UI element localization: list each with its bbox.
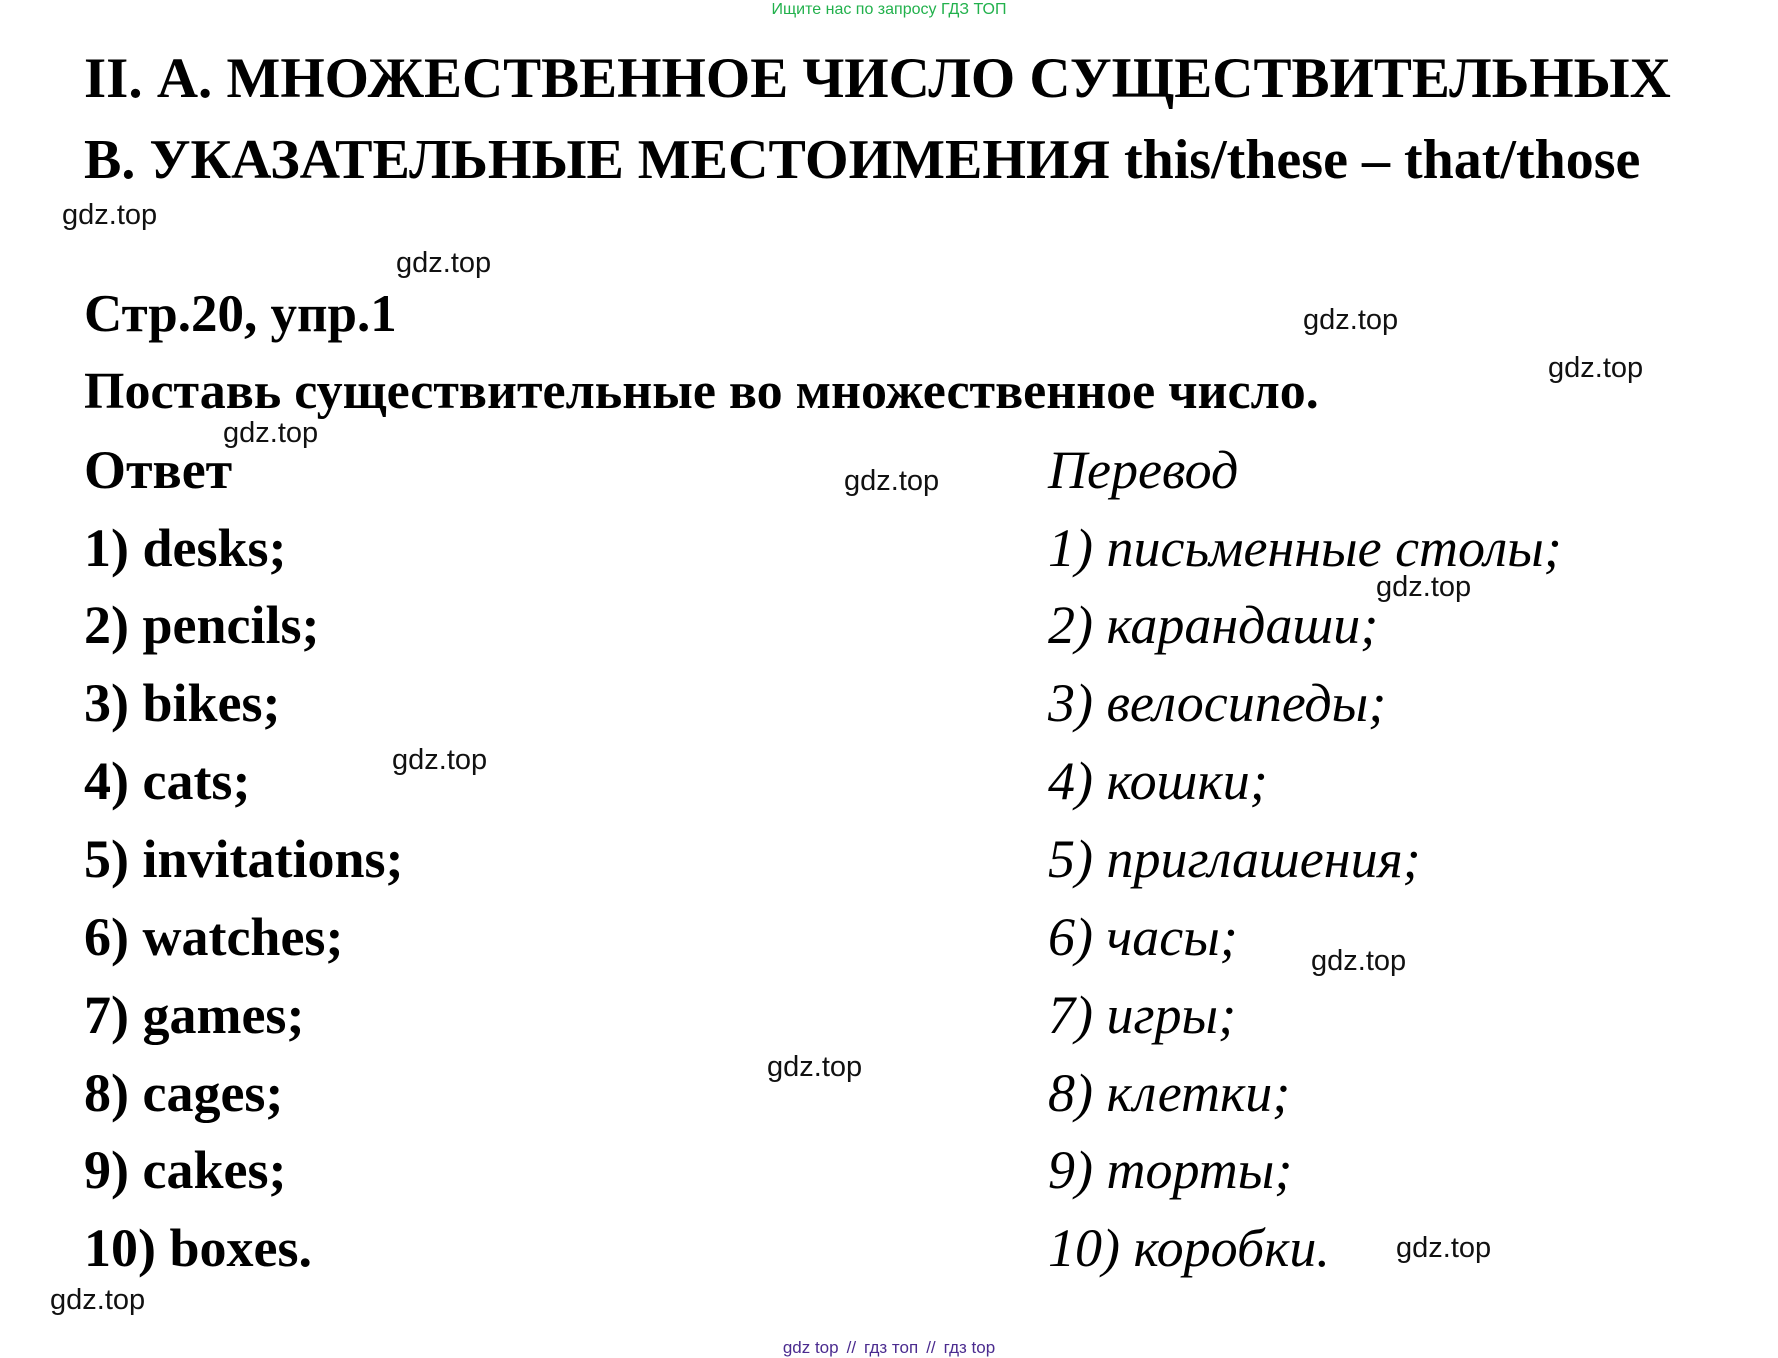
footer-link-1[interactable]: gdz top bbox=[782, 1338, 839, 1357]
heading-line-2: В. УКАЗАТЕЛЬНЫЕ МЕСТОИМЕНИЯ this/these – that/those bbox=[84, 129, 1641, 191]
answer-item-8: 8) cages; bbox=[84, 1063, 284, 1123]
watermark: gdz.top bbox=[767, 1051, 863, 1083]
answer-item-9: 9) cakes; bbox=[84, 1140, 287, 1200]
watermark: gdz.top bbox=[223, 417, 319, 449]
answer-item-1: 1) desks; bbox=[84, 518, 287, 578]
watermark: gdz.top bbox=[844, 465, 940, 497]
answer-item-5: 5) invitations; bbox=[84, 829, 404, 889]
watermark: gdz.top bbox=[50, 1284, 146, 1316]
translation-label: Перевод bbox=[1048, 440, 1239, 500]
translation-item-7: 7) игры; bbox=[1048, 985, 1237, 1045]
watermark: gdz.top bbox=[62, 199, 158, 231]
translation-item-1: 1) письменные столы; bbox=[1048, 518, 1562, 578]
answer-item-4: 4) cats; bbox=[84, 751, 251, 811]
footer-links bbox=[0, 1338, 1778, 1358]
exercise-reference: Стр.20, упр.1 bbox=[84, 285, 397, 343]
exercise-task: Поставь существительные во множественное число. bbox=[84, 363, 1319, 420]
watermark: gdz.top bbox=[1303, 304, 1399, 336]
translation-item-2: 2) карандаши; bbox=[1048, 595, 1379, 655]
answer-label: Ответ bbox=[84, 440, 233, 500]
translation-item-10: 10) коробки. bbox=[1048, 1218, 1330, 1278]
footer-link-2[interactable]: гдз топ bbox=[864, 1338, 919, 1357]
watermark: gdz.top bbox=[396, 247, 492, 279]
watermark: gdz.top bbox=[1311, 945, 1407, 977]
footer-separator: // bbox=[846, 1338, 857, 1357]
watermark: gdz.top bbox=[1376, 571, 1472, 603]
answer-item-10: 10) boxes. bbox=[84, 1218, 312, 1278]
top-search-notice: Ищите нас по запросу ГДЗ ТОП bbox=[771, 1, 1007, 18]
answer-item-7: 7) games; bbox=[84, 985, 305, 1045]
translation-item-5: 5) приглашения; bbox=[1048, 829, 1421, 889]
watermark: gdz.top bbox=[1396, 1232, 1492, 1264]
watermark: gdz.top bbox=[392, 744, 488, 776]
footer-link-3[interactable]: гдз top bbox=[943, 1338, 996, 1357]
translation-item-4: 4) кошки; bbox=[1048, 751, 1268, 811]
answer-item-2: 2) pencils; bbox=[84, 595, 320, 655]
translation-item-8: 8) клетки; bbox=[1048, 1063, 1291, 1123]
watermark: gdz.top bbox=[1548, 352, 1644, 384]
translation-item-6: 6) часы; bbox=[1048, 907, 1238, 967]
answer-item-3: 3) bikes; bbox=[84, 673, 281, 733]
heading-line-1: II. А. МНОЖЕСТВЕННОЕ ЧИСЛО СУЩЕСТВИТЕЛЬНЫХ bbox=[84, 47, 1671, 110]
answer-item-6: 6) watches; bbox=[84, 907, 344, 967]
footer-separator: // bbox=[926, 1338, 936, 1357]
translation-item-3: 3) велосипеды; bbox=[1048, 673, 1387, 733]
translation-item-9: 9) торты; bbox=[1048, 1140, 1293, 1200]
